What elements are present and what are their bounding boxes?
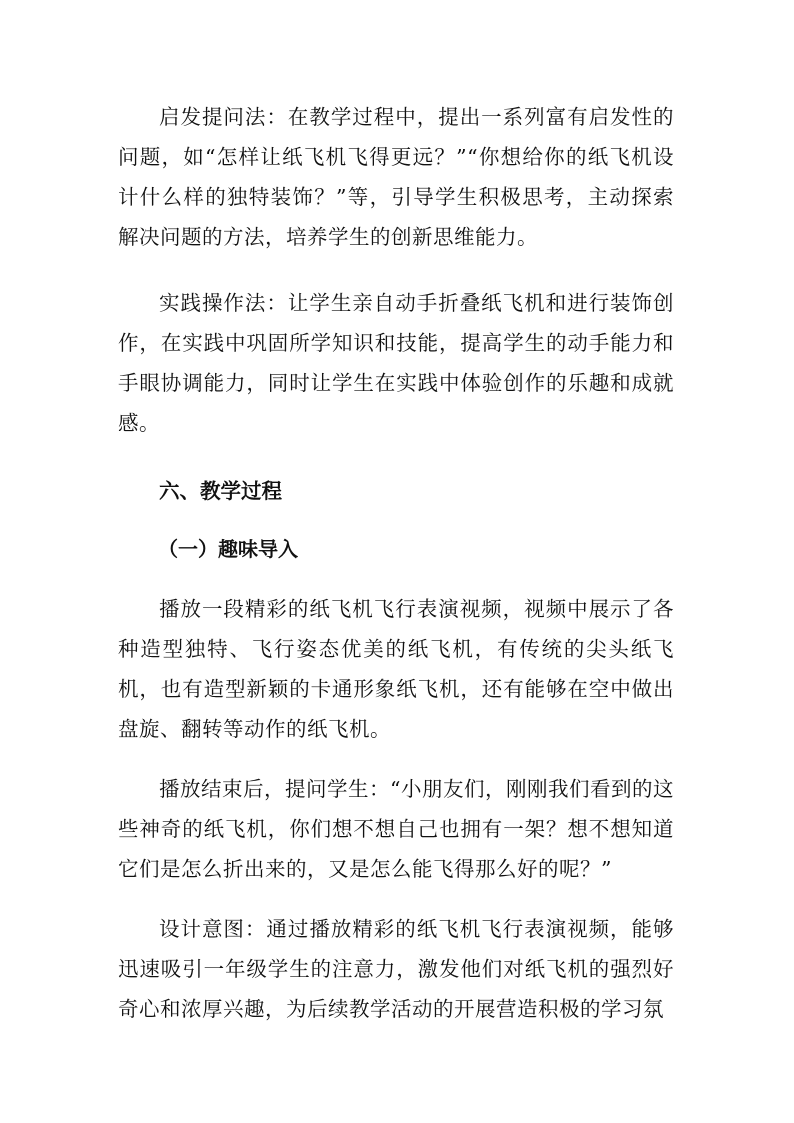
- section-heading: 六、教学过程: [159, 479, 282, 503]
- document-body: [118, 97, 674, 1029]
- paragraph-video-intro: 播放一段精彩的纸飞机飞行表演视频，视频中展示了各种造型独特、飞行姿态优美的纸飞机，有传统的尖头纸飞机，也有造型新颖的卡通形象纸飞机，还有能够在空中做出盘旋、翻转等动作的纸飞机。: [118, 597, 674, 741]
- subsection-heading: （一）趣味导入: [158, 537, 298, 561]
- paragraph-design-intent: 设计意图：通过播放精彩的纸飞机飞行表演视频，能够迅速吸引一年级学生的注意力，激发他们对纸飞机的强烈好奇心和浓厚兴趣，为后续教学活动的开展营造积极的学习氛: [118, 917, 674, 1021]
- paragraph-practice-method: 实践操作法：让学生亲自动手折叠纸飞机和进行装饰创作，在实践中巩固所学知识和技能，提高学生的动手能力和手眼协调能力，同时让学生在实践中体验创作的乐趣和成就感。: [118, 291, 674, 435]
- paragraph-heuristic-questioning: 启发提问法：在教学过程中，提出一系列富有启发性的问题，如“怎样让纸飞机飞得更远？”“你想给你的纸飞机设计什么样的独特装饰？”等，引导学生积极思考，主动探索解决问题的方法，培养学生的创新思维能力。: [118, 105, 674, 249]
- paragraph-teacher-question: 播放结束后，提问学生：“小朋友们，刚刚我们看到的这些神奇的纸飞机，你们想不想自己也拥有一架？想不想知道它们是怎么折出来的，又是怎么能飞得那么好的呢？”: [118, 777, 674, 881]
